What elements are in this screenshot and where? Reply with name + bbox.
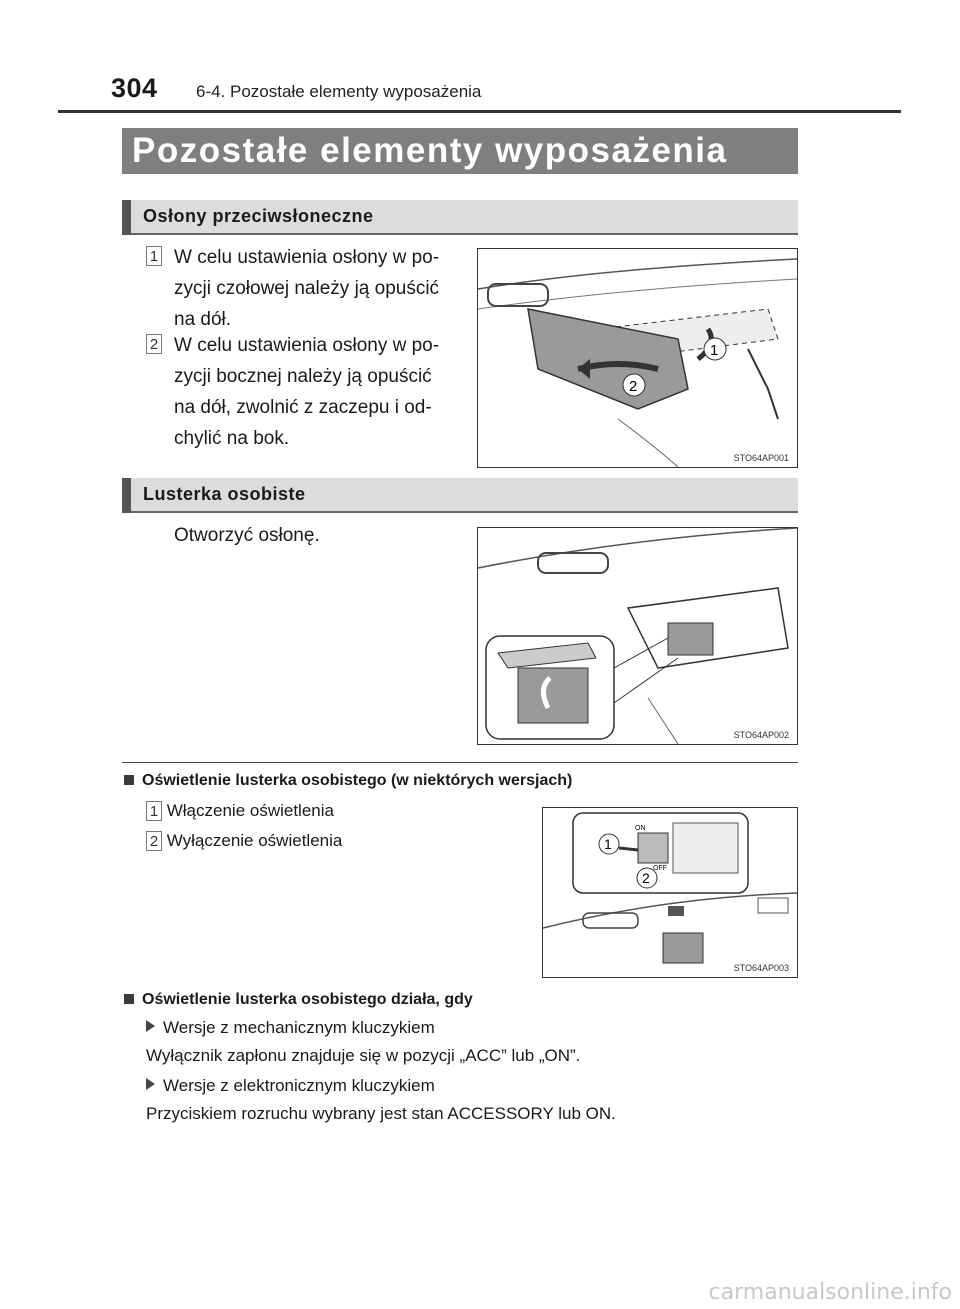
text-mechanical-key: Wyłącznik zapłonu znajduje się w pozycji „ACC” lub „ON”.: [146, 1046, 581, 1065]
running-head: 6-4. Pozostałe elementy wyposażenia: [196, 82, 482, 101]
section-separator: [122, 762, 798, 763]
callout-1: 1: [710, 342, 719, 359]
page-number: 304: [111, 73, 158, 103]
step-1-badge: 1: [146, 246, 162, 266]
figure-vanity-mirror: [477, 527, 798, 745]
bullet-mechanical-key: Wersje z mechanicznym kluczykiem: [146, 1017, 435, 1039]
mirror-light-illustration: [543, 808, 797, 977]
light-item-1: 1 Włączenie oświetlenia: [146, 800, 334, 822]
figure-code: STO64AP002: [733, 730, 789, 740]
switch-on-label: ON: [635, 825, 646, 832]
callout-2: 2: [642, 870, 650, 886]
light-item-2: 2 Wyłączenie oświetlenia: [146, 830, 342, 852]
header-rule: [58, 110, 901, 113]
subheading-mirror-light: Oświetlenie lusterka osobistego (w niektórych wersjach): [124, 772, 572, 790]
bullet-electronic-key: Wersje z elektronicznym kluczykiem: [146, 1075, 435, 1097]
text-electronic-key: Przyciskiem rozruchu wybrany jest stan ACCESSORY lub ON.: [146, 1104, 616, 1123]
section-heading-sun-visors: Osłony przeciwsłoneczne: [122, 200, 798, 235]
watermark: carmanualsonline.info: [708, 1280, 952, 1305]
step-2-badge: 2: [146, 334, 162, 354]
figure-code: STO64AP001: [733, 453, 789, 463]
switch-off-label: OFF: [653, 865, 667, 872]
vanity-mirror-illustration: [478, 528, 797, 744]
instruction-text: Otworzyć osłonę.: [174, 525, 320, 546]
step-2-text: W celu ustawienia osłony w po- zycji bocznej należy ją opuścić na dół, zwolnić z zaczepu i od- chylić na bok.: [174, 335, 440, 449]
callout-1: 1: [604, 836, 612, 852]
step-1-text: W celu ustawienia osłony w po- zycji czołowej należy ją opuścić na dół.: [174, 247, 440, 330]
figure-mirror-light: [542, 807, 798, 978]
callout-2: 2: [629, 378, 638, 395]
sun-visor-illustration: [478, 249, 797, 467]
subheading-light-operation: Oświetlenie lusterka osobistego działa, gdy: [124, 991, 473, 1009]
figure-code: STO64AP003: [733, 963, 789, 973]
section-heading-vanity-mirrors: Lusterka osobiste: [122, 478, 798, 513]
page-title: Pozostałe elementy wyposażenia: [122, 128, 798, 174]
figure-sun-visor: [477, 248, 798, 468]
